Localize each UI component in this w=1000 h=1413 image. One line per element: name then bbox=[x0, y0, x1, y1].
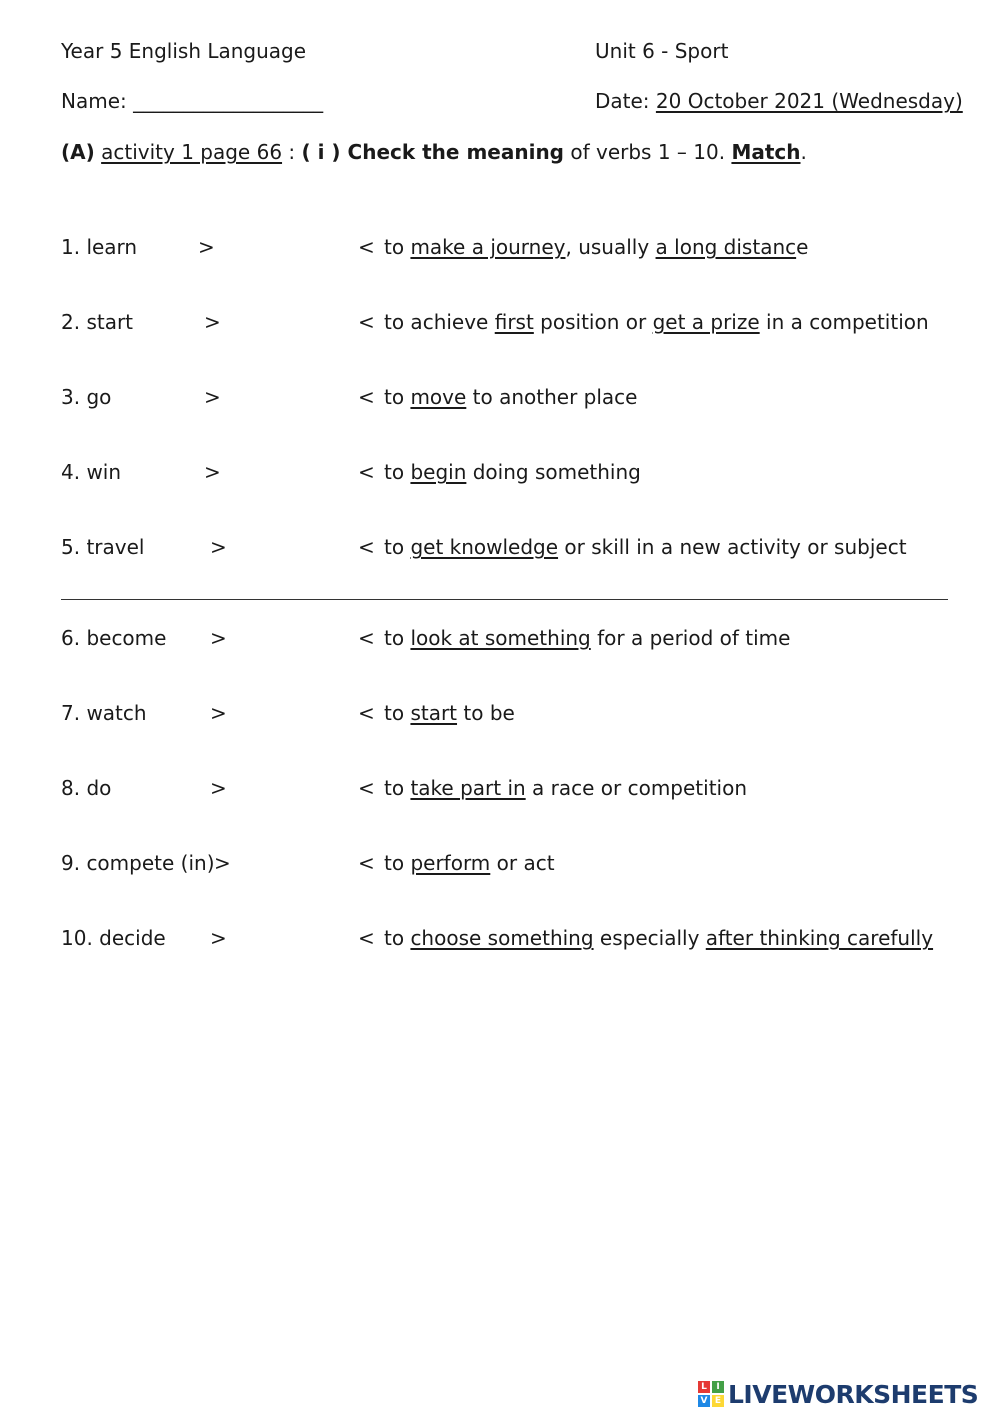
definition-5 bbox=[384, 535, 907, 559]
logo-letter: E bbox=[712, 1395, 724, 1407]
match-dot-right-1[interactable]: > bbox=[198, 235, 215, 259]
match-dot-left-4[interactable]: < bbox=[358, 460, 375, 484]
definition-7 bbox=[384, 701, 515, 725]
name-blank[interactable]: ___________________ bbox=[133, 89, 324, 113]
name-line bbox=[61, 89, 323, 113]
liveworksheets-logo bbox=[698, 1379, 978, 1409]
match-dot-left-1[interactable]: < bbox=[358, 235, 375, 259]
date-label: Date: bbox=[595, 89, 656, 113]
def-text: to bbox=[384, 535, 411, 559]
match-dot-left-5[interactable]: < bbox=[358, 535, 375, 559]
section-divider bbox=[61, 599, 948, 600]
verb-5: 5. travel bbox=[61, 535, 145, 559]
def-keyword: look at something bbox=[410, 626, 591, 650]
match-dot-left-6[interactable]: < bbox=[358, 626, 375, 650]
def-text: position or bbox=[533, 310, 653, 334]
def-text: to be bbox=[457, 701, 515, 725]
instruction-match: Match bbox=[731, 140, 801, 164]
def-text: to another place bbox=[466, 385, 638, 409]
verb-10: 10. decide bbox=[61, 926, 166, 950]
def-text: in a competition bbox=[759, 310, 929, 334]
def-text: to bbox=[384, 460, 411, 484]
instruction-step: ( i ) Check the meaning bbox=[301, 140, 564, 164]
def-text: to bbox=[384, 626, 411, 650]
definition-1 bbox=[384, 235, 808, 259]
def-keyword: start bbox=[410, 701, 458, 725]
instruction bbox=[61, 140, 807, 164]
def-keyword: begin bbox=[410, 460, 467, 484]
def-text: , usually bbox=[565, 235, 656, 259]
def-text: to bbox=[384, 701, 411, 725]
match-dot-left-10[interactable]: < bbox=[358, 926, 375, 950]
def-keyword: make a journey bbox=[410, 235, 566, 259]
def-keyword: take part in bbox=[410, 776, 526, 800]
def-text: to bbox=[384, 926, 411, 950]
logo-mark-icon bbox=[698, 1381, 724, 1407]
match-dot-left-2[interactable]: < bbox=[358, 310, 375, 334]
def-keyword: a long distanc bbox=[655, 235, 797, 259]
verb-3: 3. go bbox=[61, 385, 112, 409]
date-line bbox=[595, 89, 963, 113]
verb-1: 1. learn bbox=[61, 235, 138, 259]
def-text: or skill in a new activity or subject bbox=[558, 535, 907, 559]
match-dot-right-6[interactable]: > bbox=[210, 626, 227, 650]
logo-letter: V bbox=[698, 1395, 710, 1407]
definition-2 bbox=[384, 310, 929, 334]
def-keyword: choose something bbox=[410, 926, 594, 950]
match-dot-right-3[interactable]: > bbox=[204, 385, 221, 409]
match-dot-right-9[interactable]: > bbox=[214, 851, 231, 875]
def-text: to bbox=[384, 776, 411, 800]
instruction-end: . bbox=[800, 140, 807, 164]
logo-text: LIVEWORKSHEETS bbox=[728, 1379, 979, 1409]
instruction-separator: : bbox=[282, 140, 302, 164]
match-dot-right-4[interactable]: > bbox=[204, 460, 221, 484]
match-dot-right-2[interactable]: > bbox=[204, 310, 221, 334]
definition-9 bbox=[384, 851, 555, 875]
def-keyword: perform bbox=[410, 851, 491, 875]
def-text: to bbox=[384, 851, 411, 875]
match-dot-left-9[interactable]: < bbox=[358, 851, 375, 875]
verb-6: 6. become bbox=[61, 626, 167, 650]
verb-8: 8. do bbox=[61, 776, 112, 800]
match-dot-left-8[interactable]: < bbox=[358, 776, 375, 800]
logo-letter: I bbox=[712, 1381, 724, 1393]
match-dot-left-7[interactable]: < bbox=[358, 701, 375, 725]
unit-title: Unit 6 - Sport bbox=[595, 39, 729, 63]
def-keyword: move bbox=[410, 385, 467, 409]
def-text: to bbox=[384, 235, 411, 259]
match-dot-right-10[interactable]: > bbox=[210, 926, 227, 950]
definition-8 bbox=[384, 776, 747, 800]
match-dot-right-8[interactable]: > bbox=[210, 776, 227, 800]
date-value: 20 October 2021 (Wednesday) bbox=[655, 89, 963, 113]
verb-4: 4. win bbox=[61, 460, 122, 484]
definition-6 bbox=[384, 626, 790, 650]
def-keyword: after thinking carefully bbox=[705, 926, 934, 950]
def-text: especially bbox=[593, 926, 706, 950]
def-text: to achieve bbox=[384, 310, 495, 334]
instruction-label: (A) bbox=[61, 140, 95, 164]
match-dot-left-3[interactable]: < bbox=[358, 385, 375, 409]
instruction-activity: activity 1 page 66 bbox=[101, 140, 283, 164]
definition-4 bbox=[384, 460, 641, 484]
match-dot-right-7[interactable]: > bbox=[210, 701, 227, 725]
def-keyword: get a prize bbox=[652, 310, 760, 334]
verb-9: 9. compete (in) bbox=[61, 851, 215, 875]
match-dot-right-5[interactable]: > bbox=[210, 535, 227, 559]
def-keyword: get knowledge bbox=[410, 535, 559, 559]
course-title: Year 5 English Language bbox=[61, 39, 307, 63]
def-text: for a period of time bbox=[590, 626, 791, 650]
verb-7: 7. watch bbox=[61, 701, 147, 725]
def-text: to bbox=[384, 385, 411, 409]
def-text: e bbox=[796, 235, 809, 259]
definition-10 bbox=[384, 926, 933, 950]
logo-letter: L bbox=[698, 1381, 710, 1393]
instruction-rest: of verbs 1 – 10. bbox=[564, 140, 732, 164]
name-label: Name: bbox=[61, 89, 134, 113]
def-text: or act bbox=[490, 851, 555, 875]
verb-2: 2. start bbox=[61, 310, 134, 334]
def-keyword: first bbox=[494, 310, 534, 334]
def-text: doing something bbox=[466, 460, 641, 484]
def-text: a race or competition bbox=[525, 776, 748, 800]
definition-3 bbox=[384, 385, 637, 409]
